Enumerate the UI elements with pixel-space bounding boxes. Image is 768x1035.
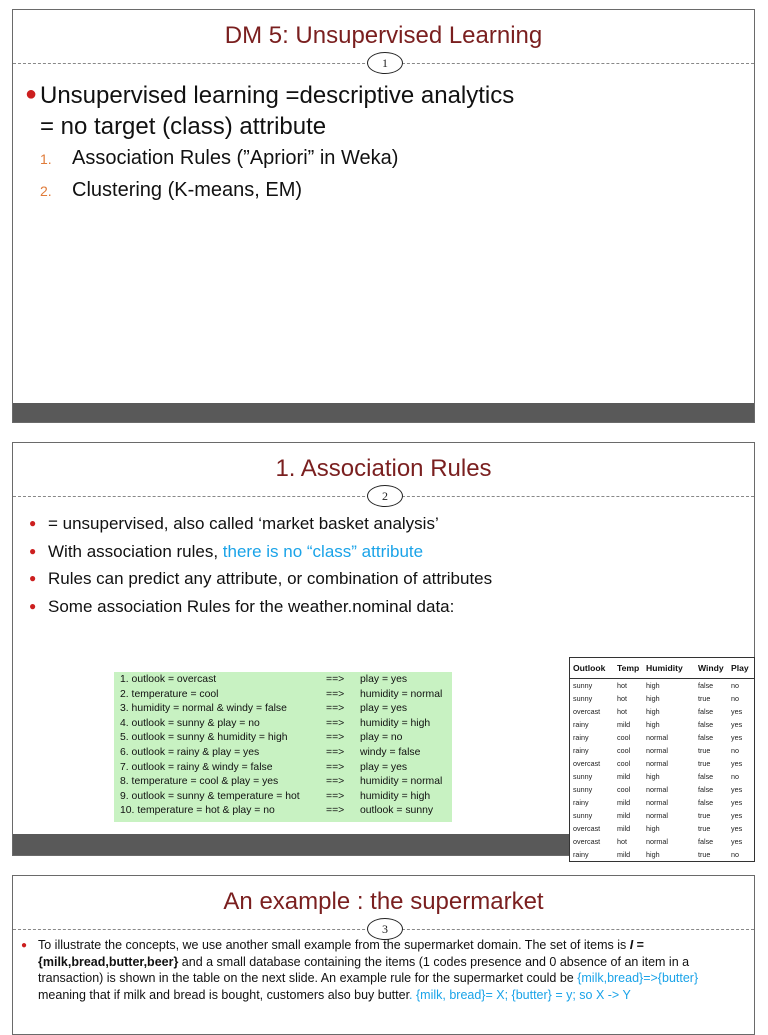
rule-arrow: ==> (326, 790, 345, 802)
table-cell: no (731, 772, 739, 781)
table-row (570, 744, 754, 757)
table-cell: cool (617, 733, 631, 742)
table-cell: true (698, 694, 711, 703)
bullet-dot-icon: ● (25, 83, 38, 105)
rule-lhs: 1. outlook = overcast (120, 674, 217, 685)
rule-arrow: ==> (326, 717, 345, 729)
table-cell: no (731, 746, 739, 755)
table-cell: high (646, 707, 660, 716)
table-cell: rainy (573, 746, 589, 755)
rule-lhs: 10. temperature = hot & play = no (120, 805, 275, 817)
table-cell: yes (731, 759, 743, 768)
para-italic-I: I (629, 938, 634, 952)
table-row (570, 796, 754, 809)
column-header: Windy (698, 663, 724, 673)
table-cell: yes (731, 733, 743, 742)
table-cell: false (698, 785, 714, 794)
rule-rhs: play = yes (360, 674, 408, 685)
table-cell: high (646, 681, 660, 690)
rule-lhs: 5. outlook = sunny & humidity = high (120, 732, 288, 744)
bullet-dot-icon: ● (29, 599, 37, 613)
table-row (570, 757, 754, 770)
column-header: Temp (617, 663, 640, 673)
table-row (570, 692, 754, 705)
example-paragraph (38, 937, 738, 1003)
column-header: Humidity (646, 663, 683, 673)
table-header-row (570, 658, 754, 679)
table-row (570, 809, 754, 822)
table-row (570, 731, 754, 744)
table-row (570, 679, 754, 692)
rule-rhs: humidity = high (360, 790, 431, 802)
table-cell: mild (617, 772, 631, 781)
slide-1 (12, 9, 755, 423)
rule-rhs: humidity = normal (360, 776, 443, 788)
bullet-dot-icon: ● (21, 940, 28, 951)
slide-title: 1. Association Rules (275, 455, 492, 482)
table-cell: yes (731, 720, 743, 729)
bullet-item (25, 80, 514, 142)
rule-rhs: humidity = normal (360, 688, 443, 700)
rule-rhs: play = yes (360, 761, 408, 773)
para-example-rule: {milk,bread}=>{butter} (577, 971, 699, 986)
table-cell: sunny (573, 811, 593, 820)
table-cell: normal (646, 746, 668, 755)
numbered-item (40, 147, 398, 170)
table-cell: overcast (573, 824, 601, 833)
table-cell: overcast (573, 707, 601, 716)
rule-arrow: ==> (326, 688, 345, 700)
bullet-item (29, 569, 492, 589)
table-cell: normal (646, 733, 668, 742)
table-cell: rainy (573, 850, 589, 859)
table-cell: overcast (573, 759, 601, 768)
slide-footer-bar (13, 403, 754, 422)
para-text: and a small database containing the items (1 codes presence and 0 absence of an item in a transaction) is shown in the table on the next slide. An example rule for the supermarket could be (38, 954, 690, 986)
table-cell: false (698, 772, 714, 781)
table-row (570, 822, 754, 835)
bullet-dot-icon: ● (29, 516, 37, 530)
table-cell: normal (646, 759, 668, 768)
bullet-text: = unsupervised, also called ‘market basket analysis’ (48, 514, 439, 533)
table-cell: no (731, 850, 739, 859)
table-cell: false (698, 707, 714, 716)
bullet-text: Rules can predict any attribute, or combination of attributes (48, 569, 493, 588)
rule-arrow: ==> (326, 805, 345, 817)
bullet-item (29, 597, 454, 617)
para-rule-notation: . {milk, bread}= X; {butter} = y; so X -> Y (409, 987, 631, 1002)
rule-arrow: ==> (326, 761, 345, 773)
table-cell: high (646, 824, 660, 833)
table-cell: cool (617, 759, 631, 768)
table-cell: mild (617, 798, 631, 807)
item-number: 2. (40, 183, 52, 199)
table-row (570, 705, 754, 718)
para-text: To illustrate the concepts, we use another small example from the supermarket domain. The set of items is (38, 938, 630, 952)
table-cell: hot (617, 694, 627, 703)
weather-data-table (569, 657, 755, 862)
bullet-item (29, 514, 439, 534)
table-cell: sunny (573, 681, 593, 690)
rule-rhs: humidity = high (360, 717, 431, 729)
slide-number: 1 (367, 52, 403, 74)
table-cell: hot (617, 681, 627, 690)
rule-arrow: ==> (326, 747, 345, 758)
table-cell: yes (731, 707, 743, 716)
column-header: Outlook (573, 663, 606, 673)
table-cell: true (698, 759, 711, 768)
column-header: Play (731, 663, 749, 673)
table-cell: false (698, 837, 714, 846)
table-cell: mild (617, 811, 631, 820)
table-cell: hot (617, 837, 627, 846)
slide-title: An example : the supermarket (223, 888, 544, 915)
table-cell: yes (731, 785, 743, 794)
table-cell: no (731, 694, 739, 703)
table-cell: yes (731, 798, 743, 807)
table-cell: high (646, 720, 660, 729)
table-cell: true (698, 850, 711, 859)
table-cell: cool (617, 785, 631, 794)
table-cell: rainy (573, 720, 589, 729)
table-cell: overcast (573, 837, 601, 846)
rule-lhs: 2. temperature = cool (120, 688, 219, 700)
association-rules-box (114, 672, 452, 822)
rule-lhs: 4. outlook = sunny & play = no (120, 717, 260, 729)
table-row (570, 770, 754, 783)
bullet-text: Some association Rules for the weather.nominal data: (48, 597, 455, 616)
table-cell: true (698, 824, 711, 833)
para-equals: = (633, 938, 644, 952)
rule-rhs: play = no (360, 732, 403, 744)
table-cell: mild (617, 720, 631, 729)
table-row (570, 783, 754, 796)
table-cell: no (731, 681, 739, 690)
item-text: Association Rules (”Apriori” in Weka) (72, 147, 399, 169)
item-number: 1. (40, 151, 52, 167)
table-cell: hot (617, 707, 627, 716)
table-cell: yes (731, 824, 743, 833)
rule-arrow: ==> (326, 674, 345, 685)
slide-title: DM 5: Unsupervised Learning (224, 22, 543, 49)
table-cell: rainy (573, 733, 589, 742)
table-cell: yes (731, 811, 743, 820)
bullet-text-line2: = no target (class) attribute (40, 113, 327, 140)
table-cell: high (646, 694, 660, 703)
rule-rhs: windy = false (360, 747, 421, 758)
table-cell: false (698, 733, 714, 742)
table-cell: sunny (573, 694, 593, 703)
rule-lhs: 7. outlook = rainy & windy = false (120, 761, 273, 773)
table-row (570, 718, 754, 731)
table-cell: high (646, 850, 660, 859)
table-cell: false (698, 720, 714, 729)
table-cell: mild (617, 824, 631, 833)
table-cell: sunny (573, 785, 593, 794)
slide-3 (12, 875, 755, 1035)
rule-arrow: ==> (326, 732, 345, 744)
rule-lhs: 9. outlook = sunny & temperature = hot (120, 790, 300, 802)
table-row (570, 835, 754, 848)
bullet-highlight-text: there is no “class” attribute (222, 542, 424, 561)
table-cell: true (698, 811, 711, 820)
table-cell: normal (646, 837, 668, 846)
rule-arrow: ==> (326, 703, 345, 715)
rule-rhs: play = yes (360, 703, 408, 715)
bullet-dot-icon: ● (29, 544, 37, 558)
bullet-text: With association rules, (48, 542, 223, 561)
table-cell: yes (731, 837, 743, 846)
table-cell: sunny (573, 772, 593, 781)
table-cell: normal (646, 785, 668, 794)
table-row (570, 848, 754, 861)
table-cell: true (698, 746, 711, 755)
slide-number: 3 (367, 918, 403, 940)
para-text: meaning that if milk and bread is bought, customers also buy butter (38, 987, 410, 1002)
slide-2 (12, 442, 755, 859)
rule-lhs: 8. temperature = cool & play = yes (120, 776, 279, 788)
numbered-item (40, 179, 302, 202)
rule-lhs: 3. humidity = normal & windy = false (120, 703, 287, 715)
item-text: Clustering (K-means, EM) (72, 179, 303, 201)
table-cell: normal (646, 798, 668, 807)
table-cell: false (698, 681, 714, 690)
bullet-dot-icon: ● (29, 571, 37, 585)
bullet-item (29, 542, 423, 562)
table-cell: normal (646, 811, 668, 820)
rule-arrow: ==> (326, 776, 345, 788)
table-cell: false (698, 798, 714, 807)
rule-lhs: 6. outlook = rainy & play = yes (120, 747, 260, 758)
bullet-text-line1: Unsupervised learning =descriptive analytics (40, 82, 515, 109)
table-cell: rainy (573, 798, 589, 807)
slide-number: 2 (367, 485, 403, 507)
table-cell: high (646, 772, 660, 781)
rule-rhs: outlook = sunny (360, 805, 434, 817)
table-cell: mild (617, 850, 631, 859)
para-item-set: {milk,bread,butter,beer} (38, 954, 179, 969)
table-cell: cool (617, 746, 631, 755)
